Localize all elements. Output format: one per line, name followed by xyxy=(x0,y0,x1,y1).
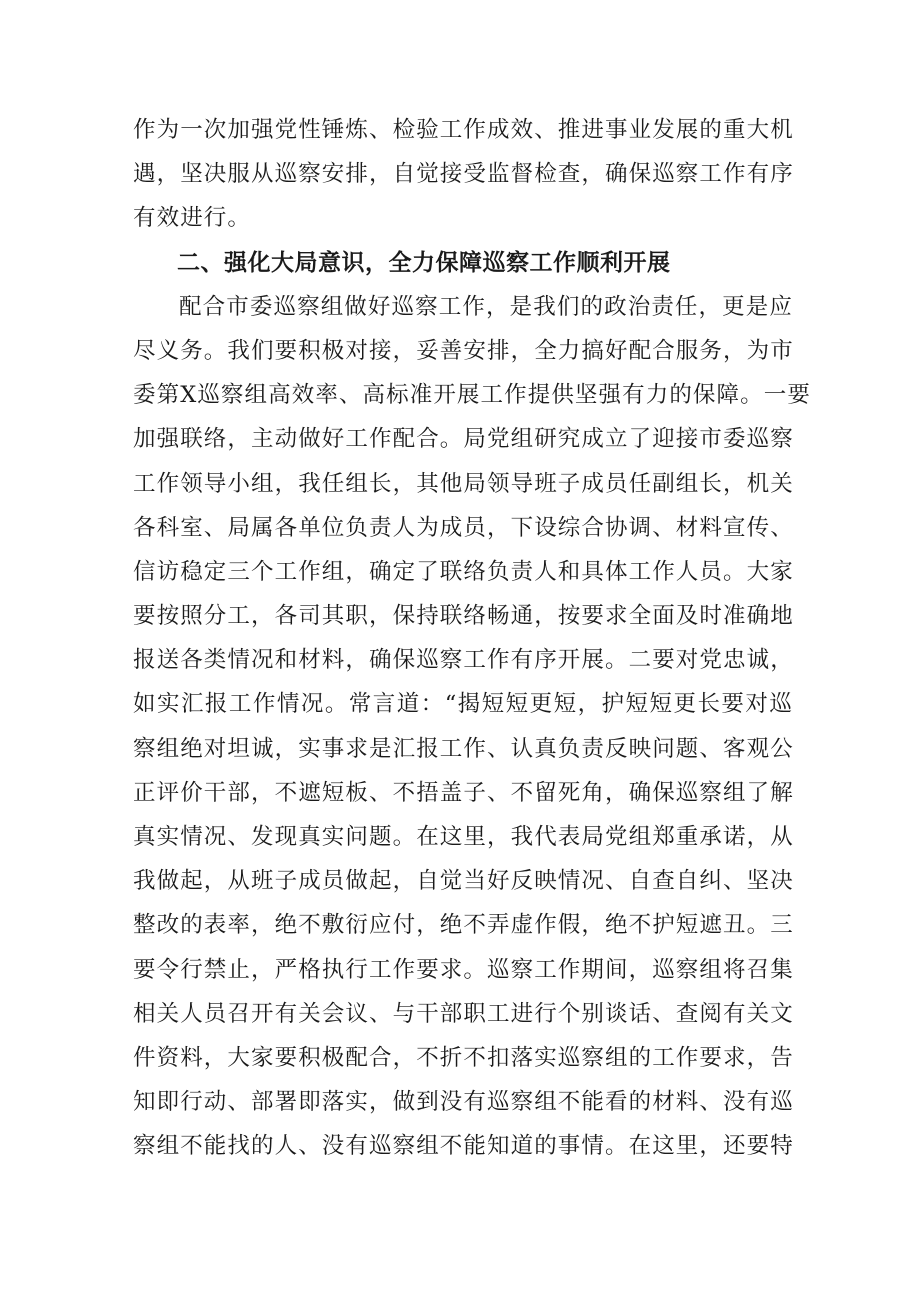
paragraph-line: 要按照分工，各司其职，保持联络畅通，按要求全面及时准确地 xyxy=(133,603,794,630)
paragraph-line: 工作领导小组，我任组长，其他局领导班子成员任副组长，机关 xyxy=(133,470,794,497)
paragraph-line: 我做起，从班子成员做起，自觉当好反映情况、自查自纠、坚决 xyxy=(133,868,794,895)
paragraph-line: 遇，坚决服从巡察安排，自觉接受监督检查，确保巡察工作有序 xyxy=(133,161,794,188)
paragraph-line: 作为一次加强党性锤炼、检验工作成效、推进事业发展的重大机 xyxy=(133,117,794,143)
paragraph-line: 加强联络，主动做好工作配合。局党组研究成立了迎接市委巡察 xyxy=(133,426,794,453)
paragraph-line: 有效进行。 xyxy=(133,205,252,232)
paragraph-line: 尽义务。我们要积极对接，妥善安排，全力搞好配合服务，为市 xyxy=(133,337,794,364)
paragraph-line: 要令行禁止，严格执行工作要求。巡察工作期间，巡察组将召集 xyxy=(133,956,794,983)
paragraph-line: 各科室、局属各单位负责人为成员，下设综合协调、材料宣传、 xyxy=(133,514,794,541)
paragraph-line: 报送各类情况和材料，确保巡察工作有序开展。二要对党忠诚， xyxy=(133,647,794,674)
section-heading: 二、强化大局意识，全力保障巡察工作顺利开展 xyxy=(177,249,671,276)
paragraph-line: 察组绝对坦诚，实事求是汇报工作、认真负责反映问题、客观公 xyxy=(133,735,794,762)
paragraph-line: 件资料，大家要积极配合，不折不扣落实巡察组的工作要求，告 xyxy=(133,1044,794,1071)
paragraph-line: 信访稳定三个工作组，确定了联络负责人和具体工作人员。大家 xyxy=(133,558,794,585)
paragraph-line: 整改的表率，绝不敷衍应付，绝不弄虚作假，绝不护短遮丑。三 xyxy=(133,912,794,939)
paragraph-line: 真实情况、发现真实问题。在这里，我代表局党组郑重承诺，从 xyxy=(133,824,794,850)
paragraph-line: 配合市委巡察组做好巡察工作，是我们的政治责任，更是应 xyxy=(179,293,793,320)
document-body xyxy=(133,108,811,1169)
paragraph-line: 正评价干部，不遮短板、不捂盖子、不留死角，确保巡察组了解 xyxy=(133,779,794,806)
paragraph-line: 相关人员召开有关会议、与干部职工进行个别谈话、查阅有关文 xyxy=(133,1000,794,1027)
paragraph-line: 察组不能找的人、没有巡察组不能知道的事情。在这里，还要特 xyxy=(133,1133,794,1160)
paragraph-line: 知即行动、部署即落实，做到没有巡察组不能看的材料、没有巡 xyxy=(133,1089,794,1116)
paragraph-line: 委第X巡察组高效率、高标准开展工作提供坚强有力的保障。一要 xyxy=(133,382,811,409)
paragraph-line: 如实汇报工作情况。常言道：“揭短短更短，护短短更长要对巡 xyxy=(133,691,793,718)
